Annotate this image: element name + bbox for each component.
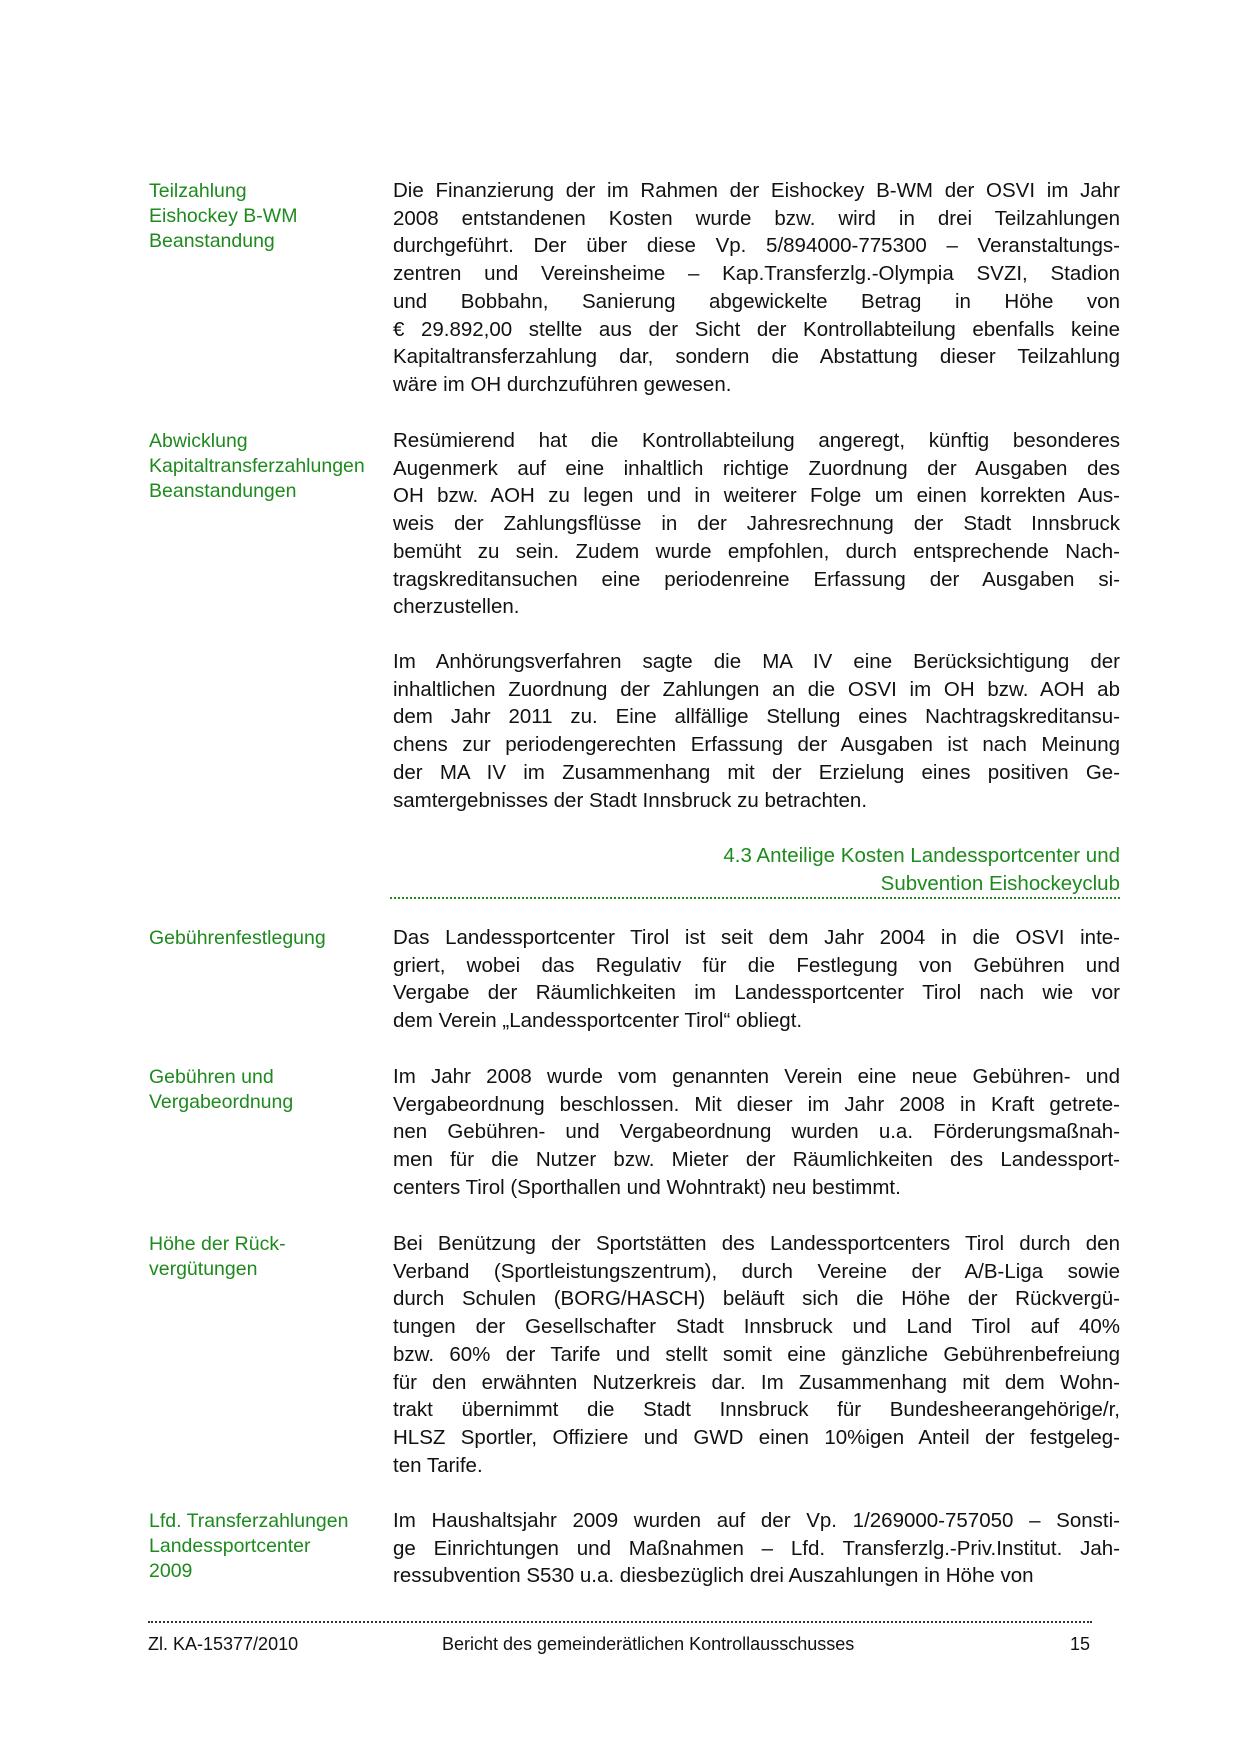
margin-note-line: Beanstandung [149,230,275,252]
footer-title: Bericht des gemeinderätlichen Kontrollausschusses [442,1634,855,1654]
page-number: 15 [1070,1634,1091,1654]
paragraph [393,177,1120,399]
paragraph-line: nen Gebühren- und Vergabeordnung wurden u.a. Förderungsmaßnah- [393,1120,1120,1144]
margin-note-line: Gebührenfestlegung [149,927,326,949]
paragraph-line: Die Finanzierung der im Rahmen der Eishockey B-WM der OSVI im Jahr [393,179,1120,202]
margin-note-line: 2009 [149,1560,193,1582]
paragraph-line: durchgeführt. Der über diese Vp. 5/894000-775300 – Veranstaltungs- [393,234,1120,258]
paragraph-line: wäre im OH durchzuführen gewesen. [393,372,732,396]
paragraph-line: bzw. 60% der Tarife und stellt somit eine gänzliche Gebührenbefreiung [393,1342,1120,1366]
paragraph-line: chens zur periodengerechten Erfassung der Ausgaben ist nach Meinung [393,733,1120,757]
paragraph-line: samtergebnisses der Stadt Innsbruck zu betrachten. [393,788,868,812]
margin-note-line: Lfd. Transferzahlungen [149,1510,349,1532]
paragraph-line: ge Einrichtungen und Maßnahmen – Lfd. Transferzlg.-Priv.Institut. Jah- [393,1536,1120,1560]
margin-note [149,1065,379,1115]
paragraph-line: durch Schulen (BORG/HASCH) beläuft sich die Höhe der Rückvergü- [393,1287,1120,1311]
heading-divider [390,897,1120,899]
paragraph-line: € 29.892,00 stellte aus der Sicht der Kontrollabteilung ebenfalls keine [393,317,1120,341]
paragraph-line: griert, wobei das Regulativ für die Festlegung von Gebühren und [393,953,1120,977]
paragraph-line: centers Tirol (Sporthallen und Wohntrakt) neu bestimmt. [393,1175,901,1199]
margin-note [149,1509,379,1584]
paragraph-line: inhaltlichen Zuordnung der Zahlungen an die OSVI im OH bzw. AOH ab [393,677,1120,701]
paragraph-line: HLSZ Sportler, Offiziere und GWD einen 10%igen Anteil der festgeleg- [393,1425,1120,1449]
paragraph-line: zentren und Vereinsheime – Kap.Transferzlg.-Olympia SVZI, Stadion [393,262,1120,286]
paragraph-line: und Bobbahn, Sanierung abgewickelte Betrag in Höhe von [393,289,1120,313]
paragraph-line: dem Jahr 2011 zu. Eine allfällige Stellung eines Nachtragskreditansu- [393,705,1120,729]
margin-note-line: Landessportcenter [149,1535,311,1557]
paragraph-line: weis der Zahlungsflüsse in der Jahresrechnung der Stadt Innsbruck [393,512,1120,536]
paragraph-line: cherzustellen. [393,595,520,619]
section-heading [393,842,1120,898]
margin-note-line: Eishockey B-WM [149,205,298,227]
paragraph-line: Resümierend hat die Kontrollabteilung angeregt, künftig besonderes [393,429,1120,452]
paragraph-line: ten Tarife. [393,1453,483,1477]
paragraph-line: 2008 entstandenen Kosten wurde bzw. wird in drei Teilzahlungen [393,206,1120,230]
paragraph-line: für den erwähnten Nutzerkreis dar. Im Zusammenhang mit dem Wohn- [393,1370,1120,1394]
margin-note-line: Gebühren und [149,1066,274,1088]
margin-note-line: Höhe der Rück- [149,1233,286,1255]
margin-note-line: Beanstandungen [149,480,297,502]
paragraph-line: dem Verein „Landessportcenter Tirol“ obliegt. [393,1009,803,1033]
paragraph-line: ressubvention S530 u.a. diesbezüglich drei Auszahlungen in Höhe von [393,1564,1034,1588]
margin-note-line: Vergabeordnung [149,1091,294,1113]
paragraph [393,648,1120,814]
footer-reference: Zl. KA-15377/2010 [148,1634,299,1654]
paragraph-line: Bei Benützung der Sportstätten des Landessportcenters Tirol durch den [393,1232,1120,1255]
paragraph-line: Kapitaltransferzahlung dar, sondern die Abstattung dieser Teilzahlung [393,345,1120,369]
margin-note-line: Teilzahlung [149,180,247,202]
margin-note-line: Abwicklung [149,430,248,452]
paragraph-line: Verband (Sportleistungszentrum), durch Vereine der A/B-Liga sowie [393,1259,1120,1283]
paragraph-line: Im Anhörungsverfahren sagte die MA IV eine Berücksichtigung der [393,650,1120,673]
paragraph-line: Augenmerk auf eine inhaltlich richtige Zuordnung der Ausgaben des [393,456,1120,480]
paragraph-line: trakt übernimmt die Stadt Innsbruck für Bundesheerangehörige/r, [393,1398,1120,1422]
margin-note [149,1232,379,1282]
paragraph-line: tungen der Gesellschafter Stadt Innsbruck und Land Tirol auf 40% [393,1315,1120,1339]
margin-note [149,429,379,504]
paragraph [393,427,1120,621]
paragraph [393,924,1120,1035]
paragraph-line: bemüht zu sein. Zudem wurde empfohlen, durch entsprechende Nach- [393,539,1120,563]
paragraph-line: der MA IV im Zusammenhang mit der Erzielung eines positiven Ge- [393,760,1120,784]
paragraph [393,1230,1120,1479]
margin-note [149,926,379,951]
margin-note [149,179,379,254]
footer-divider [148,1621,1092,1623]
paragraph-line: Im Jahr 2008 wurde vom genannten Verein eine neue Gebühren- und [393,1065,1120,1088]
paragraph-line: men für die Nutzer bzw. Mieter der Räumlichkeiten des Landessport- [393,1148,1120,1172]
paragraph-line: tragskreditansuchen eine periodenreine Erfassung der Ausgaben si- [393,567,1120,591]
paragraph-line: Im Haushaltsjahr 2009 wurden auf der Vp. 1/269000-757050 – Sonsti- [393,1509,1120,1532]
section-heading-line-1: 4.3 Anteilige Kosten Landessportcenter und [723,844,1120,867]
margin-note-line: vergütungen [149,1258,258,1280]
paragraph [393,1063,1120,1202]
paragraph [393,1507,1120,1590]
margin-note-line: Kapitaltransferzahlungen [149,455,365,477]
paragraph-line: Das Landessportcenter Tirol ist seit dem Jahr 2004 in die OSVI inte- [393,926,1120,949]
section-heading-line-2: Subvention Eishockeyclub [880,872,1120,895]
paragraph-line: Vergabe der Räumlichkeiten im Landessportcenter Tirol nach wie vor [393,981,1120,1005]
paragraph-line: OH bzw. AOH zu legen und in weiterer Folge um einen korrekten Aus- [393,484,1120,508]
paragraph-line: Vergabeordnung beschlossen. Mit dieser im Jahr 2008 in Kraft getrete- [393,1092,1120,1116]
